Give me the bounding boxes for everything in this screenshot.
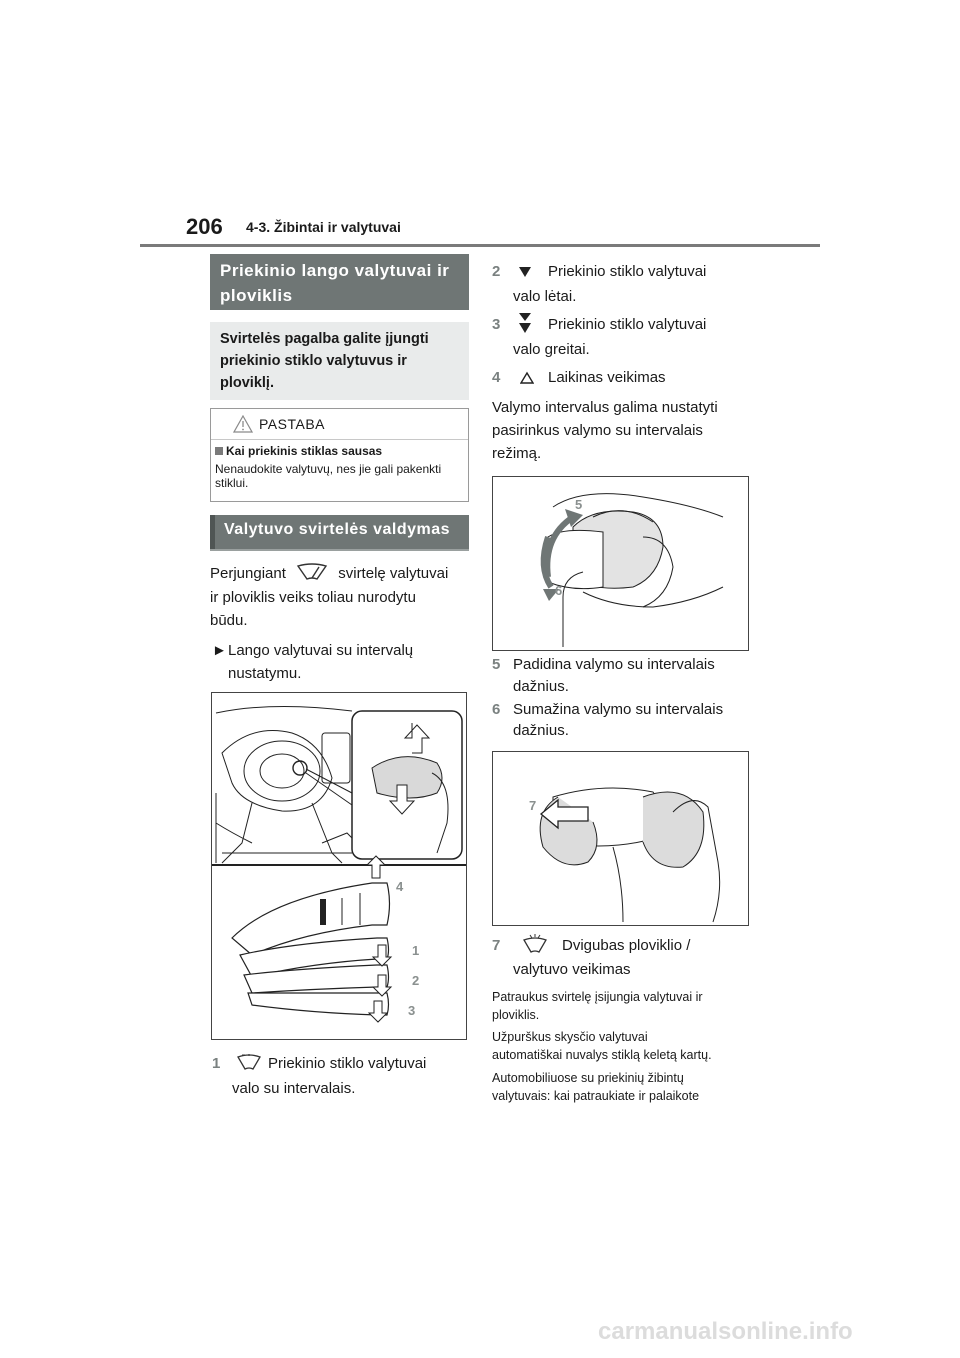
- item6-text: Sumažina valymo su intervalais: [513, 701, 724, 718]
- note-3-line1: Automobiliuose su priekinių žibintų: [492, 1071, 684, 1085]
- item4-number: 4: [492, 369, 501, 386]
- warning-icon: [233, 415, 253, 433]
- wiper-high-icon: [518, 312, 532, 334]
- item6-number: 6: [492, 701, 501, 718]
- notice-title-text: Kai priekinis stiklas sausas: [226, 444, 383, 458]
- fig2-label-5: 5: [575, 497, 583, 512]
- fig1-label-2: 2: [412, 973, 420, 988]
- page-number: 206: [186, 214, 223, 239]
- bullet-arrow-icon: ►: [212, 642, 227, 659]
- notice-box: [210, 408, 469, 502]
- subsection-heading: Valytuvo svirtelės valdymas: [210, 515, 469, 549]
- wiper-mist-icon: [520, 371, 534, 385]
- notice-header: [211, 409, 468, 440]
- wiper-icon: [295, 563, 329, 581]
- wiper-low-icon: [518, 265, 532, 279]
- para-switch-before: Perjungiant: [210, 565, 286, 582]
- para-line-3: būdu.: [210, 612, 248, 629]
- item7-text-2: valytuvo veikimas: [513, 961, 631, 978]
- fig1-label-3: 3: [408, 1003, 416, 1018]
- item6-text-2: dažnius.: [513, 722, 569, 739]
- item5-number: 5: [492, 656, 501, 673]
- bullet-text: Lango valytuvai su intervalų: [228, 642, 414, 659]
- fig1-label-4: 4: [396, 879, 404, 894]
- item2-text: Priekinio stiklo valytuvai: [548, 263, 707, 280]
- intro-box: Svirtelės pagalba galite įjungti priekinio stiklo valytuvus ir ploviklį.: [210, 322, 469, 400]
- watermark: carmanualsonline.info: [598, 1318, 853, 1345]
- note-1: [492, 988, 703, 1024]
- section-title: 4-3. Žibintai ir valytuvai: [246, 219, 401, 235]
- note-1-line1: Patraukus svirtelę įsijungia valytuvai ir: [492, 990, 703, 1004]
- para-switch: [210, 563, 448, 585]
- item1-text: Priekinio stiklo valytuvai: [268, 1055, 427, 1072]
- item7-text: Dvigubas ploviklio /: [562, 937, 691, 954]
- wiper-intermittent-icon: [236, 1054, 262, 1072]
- square-bullet-icon: [215, 447, 223, 455]
- item1-number: 1: [212, 1055, 221, 1072]
- section-heading: Priekinio lango valytuvai ir ploviklis: [210, 254, 469, 310]
- header-rule: [140, 244, 820, 247]
- figure-interval-dial: [492, 476, 749, 651]
- note-3: [492, 1069, 699, 1105]
- note-3-line2: valytuvais: kai patraukiate ir palaikote: [492, 1089, 700, 1103]
- fig2-label-6: 6: [555, 583, 563, 598]
- para-line-2: ir ploviklis veiks toliau nurodytu: [210, 589, 416, 606]
- notice-text: Nenaudokite valytuvų, nes jie gali pakenkti stiklui.: [215, 462, 442, 490]
- item5-text: Padidina valymo su intervalais: [513, 656, 715, 673]
- washer-illustration: [493, 752, 748, 925]
- note-1-line2: ploviklis.: [492, 1008, 540, 1022]
- fig3-label-7: 7: [529, 798, 537, 813]
- interval-para-1: Valymo intervalus galima nustatyti: [492, 399, 718, 416]
- notice-label: PASTABA: [259, 416, 326, 432]
- item1-text-2: valo su intervalais.: [232, 1080, 356, 1097]
- note-2-line1: Užpurškus skysčio valytuvai: [492, 1030, 648, 1044]
- item3-number: 3: [492, 316, 501, 333]
- subsection-underline: [210, 549, 469, 551]
- item4-text: Laikinas veikimas: [548, 369, 666, 386]
- lever-illustration: [212, 693, 466, 1039]
- washer-icon: [522, 933, 548, 955]
- para-switch-after: svirtelę valytuvai: [338, 565, 449, 582]
- notice-title: [215, 444, 382, 458]
- note-2: [492, 1028, 712, 1064]
- interval-para-2: pasirinkus valymo su intervalais: [492, 422, 703, 439]
- interval-para-3: režimą.: [492, 445, 542, 462]
- item2-text-2: valo lėtai.: [513, 288, 577, 305]
- item2-number: 2: [492, 263, 501, 280]
- item7-number: 7: [492, 937, 501, 954]
- dial-illustration: [493, 477, 748, 650]
- figure-washer-pull: [492, 751, 749, 926]
- item3-text: Priekinio stiklo valytuvai: [548, 316, 707, 333]
- note-2-line2: automatiškai nuvalys stiklą keletą kartų.: [492, 1048, 712, 1062]
- figure-lever-positions: [211, 692, 467, 1040]
- item5-text-2: dažnius.: [513, 678, 569, 695]
- item3-text-2: valo greitai.: [513, 341, 590, 358]
- bullet-text-2: nustatymu.: [228, 665, 302, 682]
- fig1-label-1: 1: [412, 943, 420, 958]
- subsection-accent: [210, 515, 215, 549]
